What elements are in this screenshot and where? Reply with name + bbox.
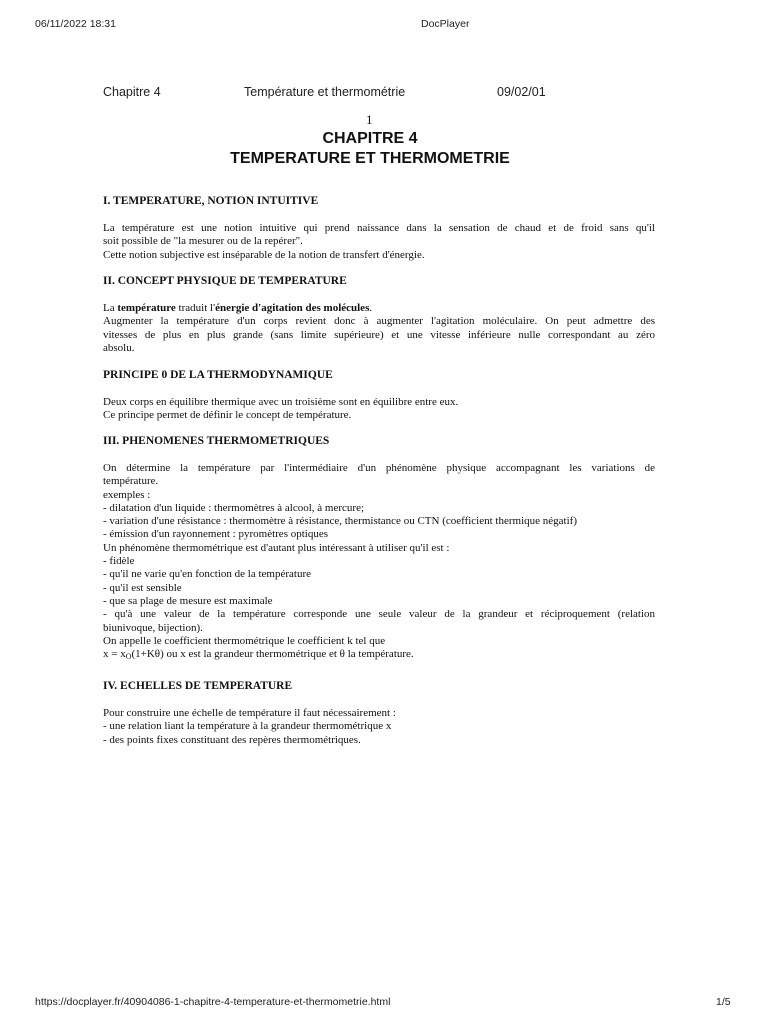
print-url: https://docplayer.fr/40904086-1-chapitre-4-temperature-et-thermometrie.html <box>35 996 391 1008</box>
section-heading: PRINCIPE 0 DE LA THERMODYNAMIQUE <box>103 369 333 381</box>
list-item: - des points fixes constituant des repères thermométriques. <box>103 733 361 746</box>
equation-part: (1+Kθ) ou x est la grandeur thermométrique et θ la température. <box>131 648 414 661</box>
section-body <box>103 396 655 423</box>
text-line: Cette notion subjective est inséparable de la notion de transfert d'énergie. <box>103 248 425 261</box>
list-item: - qu'il ne varie qu'en fonction de la température <box>103 568 311 581</box>
text-line <box>103 302 655 315</box>
doc-header-date: 09/02/01 <box>497 85 546 99</box>
list-item: - fidèle <box>103 555 135 568</box>
text-line: Augmenter la température d'un corps revient donc à augmenter l'agitation moléculaire. On peut admettre des <box>103 315 655 328</box>
list-item: - variation d'une résistance : thermomètre à résistance, thermistance ou CTN (coefficient thermique négatif) <box>103 515 577 528</box>
bold-term: énergie d'agitation des molécules <box>215 302 370 314</box>
section-body <box>103 462 655 663</box>
section-body <box>103 707 655 747</box>
text-run: . <box>369 302 373 314</box>
section-body <box>103 222 655 262</box>
section-heading: IV. ECHELLES DE TEMPERATURE <box>103 680 293 692</box>
print-timestamp: 06/11/2022 18:31 <box>35 18 116 30</box>
bold-term: température <box>117 302 176 314</box>
chapter-title: CHAPITRE 4 <box>322 130 418 147</box>
text-line: soit possible de "la mesurer ou de la repérer". <box>103 235 303 248</box>
page-number: 1 <box>366 112 373 127</box>
text-line: exemples : <box>103 488 151 501</box>
equation-line <box>103 648 655 663</box>
print-site-name: DocPlayer <box>421 18 470 30</box>
text-line: Ce principe permet de définir le concept de température. <box>103 409 352 422</box>
text-line: Un phénomène thermométrique est d'autant plus intéressant à utiliser qu'il est : <box>103 541 450 554</box>
text-line: biunivoque, bijection). <box>103 621 203 634</box>
list-item: - qu'à une valeur de la température corresponde une seule valeur de la grandeur et réciproquement (relation <box>103 608 655 621</box>
text-line: La température est une notion intuitive qui prend naissance dans la sensation de chaud et de froid sans qu'il <box>103 222 655 234</box>
section-heading: I. TEMPERATURE, NOTION INTUITIVE <box>103 195 319 207</box>
text-line: vitesses de plus en plus grande (sans limite supérieure) et une vitesse inférieure nulle correspondant au zéro <box>103 328 655 341</box>
doc-header-subject: Température et thermométrie <box>244 85 406 99</box>
text-run: traduit l' <box>175 302 216 314</box>
text-line: absolu. <box>103 341 135 354</box>
chapter-subtitle: TEMPERATURE ET THERMOMETRIE <box>230 150 510 167</box>
text-run: La <box>103 302 118 314</box>
list-item: - que sa plage de mesure est maximale <box>103 594 273 607</box>
list-item: - émission d'un rayonnement : pyromètres optiques <box>103 528 328 541</box>
text-line: On appelle le coefficient thermométrique le coefficient k tel que <box>103 634 386 647</box>
list-item: - dilatation d'un liquide : thermomètres à alcool, à mercure; <box>103 501 365 514</box>
list-item: - une relation liant la température à la grandeur thermométrique x <box>103 720 392 733</box>
section-heading: III. PHENOMENES THERMOMETRIQUES <box>103 435 330 447</box>
text-line: Deux corps en équilibre thermique avec un troisième sont en équilibre entre eux. <box>103 396 459 408</box>
equation-part: x = x <box>103 648 126 661</box>
text-line: Pour construire une échelle de température il faut nécessairement : <box>103 707 396 719</box>
text-line: température. <box>103 475 159 488</box>
text-line: On détermine la température par l'intermédiaire d'un phénomène physique accompagnant les variations de <box>103 462 655 474</box>
equation-subscript: O <box>125 652 132 662</box>
section-body <box>103 302 655 355</box>
print-page-count: 1/5 <box>716 996 731 1008</box>
list-item: - qu'il est sensible <box>103 581 182 594</box>
doc-header-chapter: Chapitre 4 <box>103 85 161 99</box>
section-heading: II. CONCEPT PHYSIQUE DE TEMPERATURE <box>103 275 347 287</box>
